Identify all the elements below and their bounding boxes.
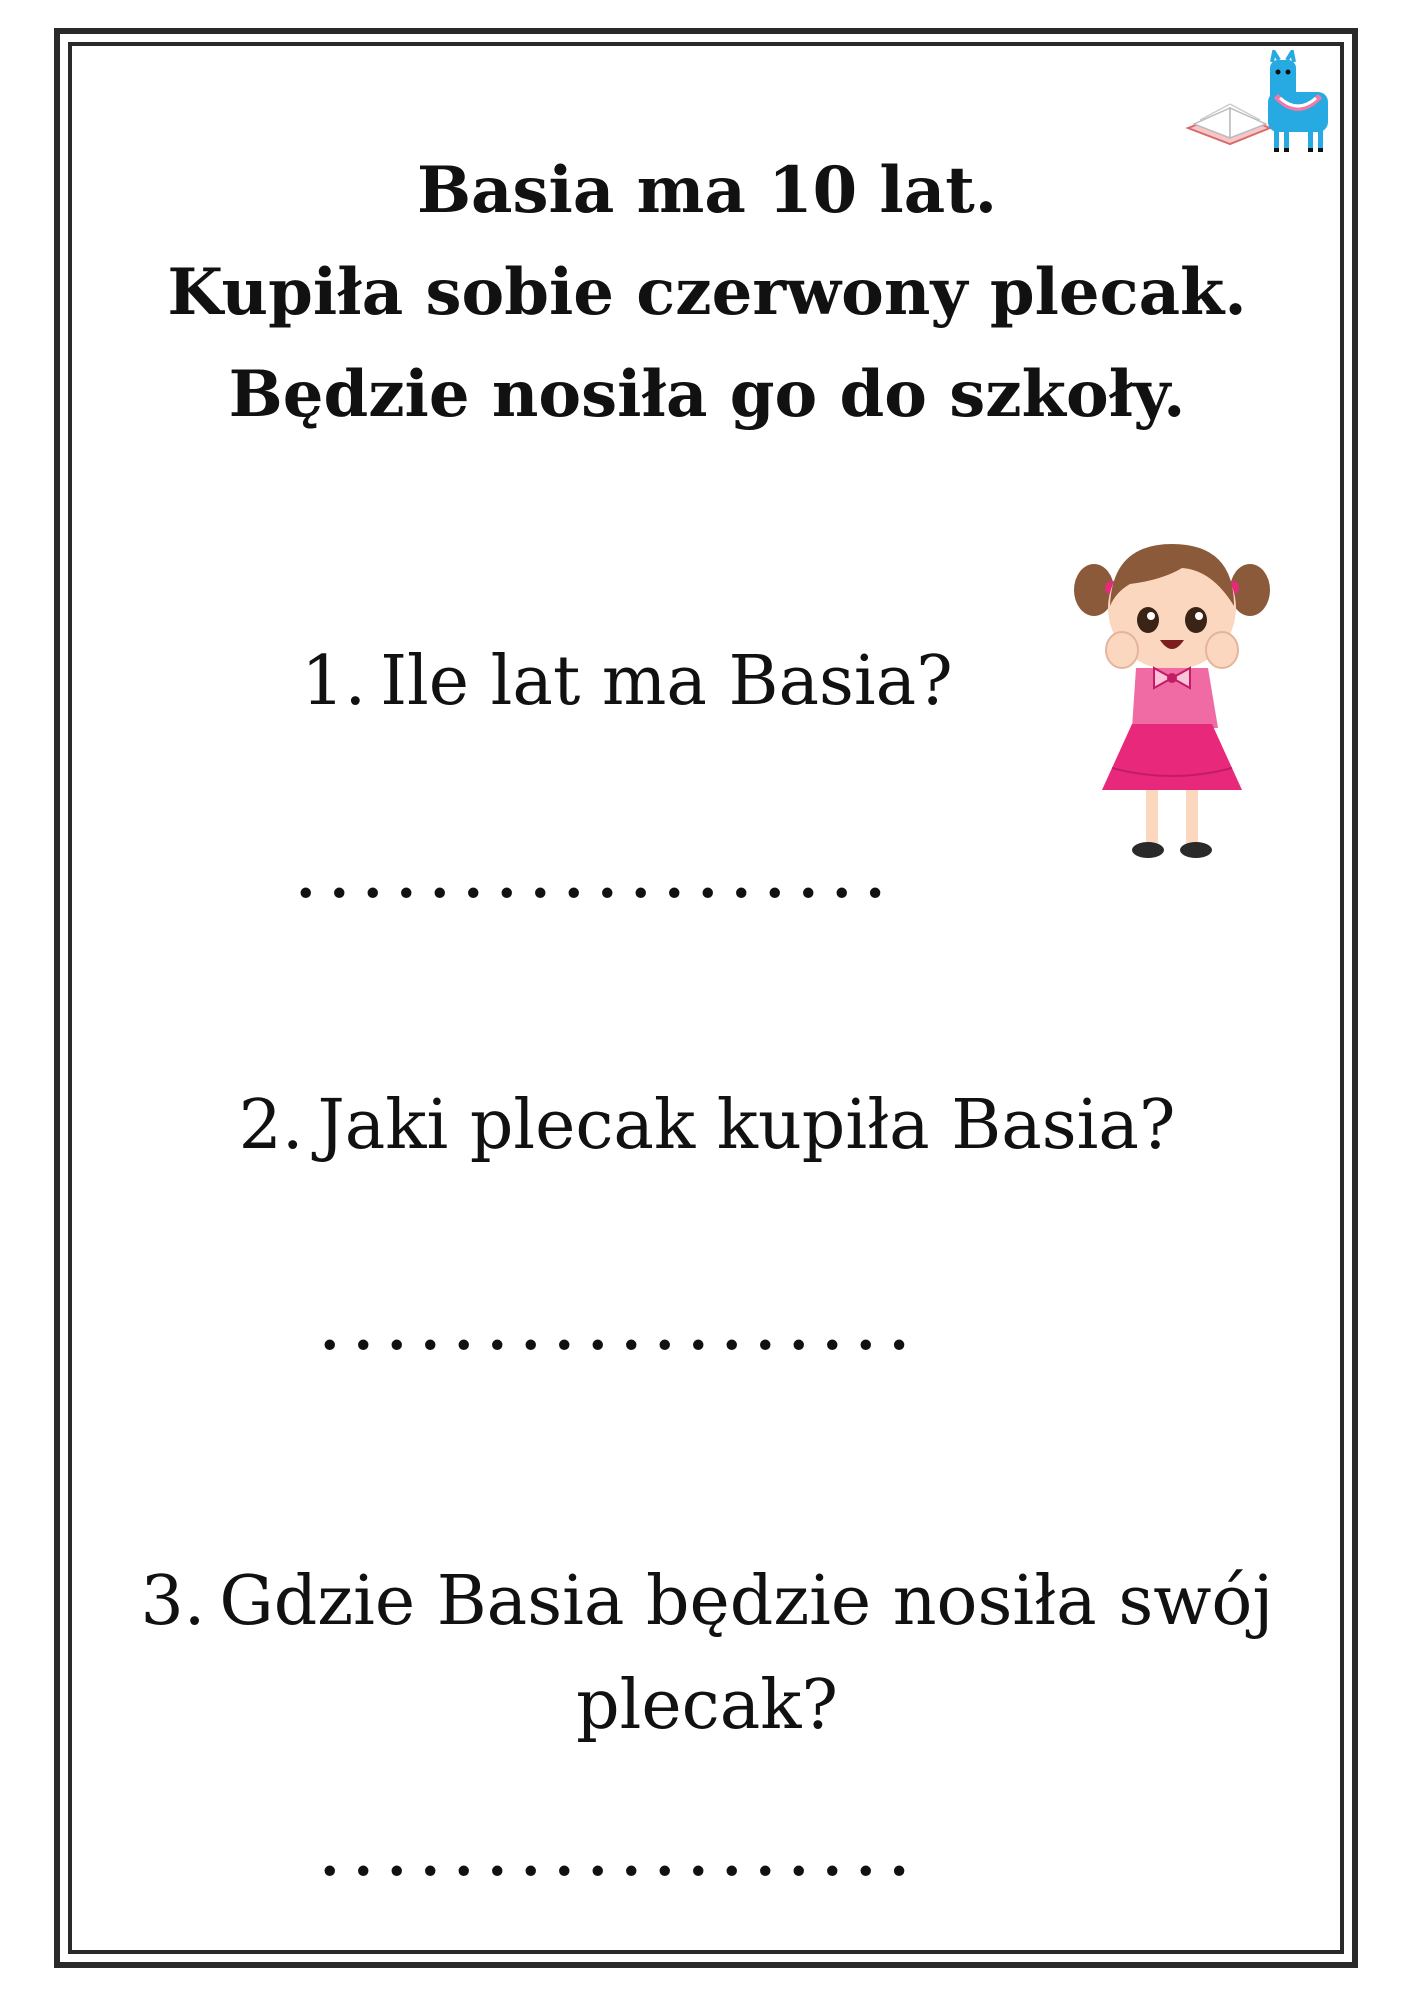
llama-icon bbox=[1268, 52, 1328, 150]
question-2 bbox=[80, 1074, 1334, 1178]
question-3-number: 3. bbox=[140, 1562, 206, 1641]
answer-line-3[interactable]: .................. bbox=[320, 1823, 923, 1889]
question-2-number: 2. bbox=[238, 1086, 304, 1165]
question-3 bbox=[80, 1550, 1334, 1758]
story-line-3: Będzie nosiła go do szkoły. bbox=[228, 357, 1186, 432]
story-line-2: Kupiła sobie czerwony plecak. bbox=[167, 255, 1247, 330]
question-1-number: 1. bbox=[301, 642, 367, 721]
answer-line-1[interactable]: .................. bbox=[296, 845, 899, 911]
question-1-text: Ile lat ma Basia? bbox=[380, 642, 953, 721]
question-1 bbox=[0, 630, 1414, 734]
answer-line-2[interactable]: .................. bbox=[320, 1297, 923, 1363]
story-line-1: Basia ma 10 lat. bbox=[416, 153, 998, 228]
question-2-text: Jaki plecak kupiła Basia? bbox=[317, 1086, 1176, 1165]
question-3-text: Gdzie Basia będzie nosiła swój plecak? bbox=[219, 1562, 1274, 1745]
story-text bbox=[80, 140, 1334, 446]
open-book-icon bbox=[1188, 104, 1270, 144]
